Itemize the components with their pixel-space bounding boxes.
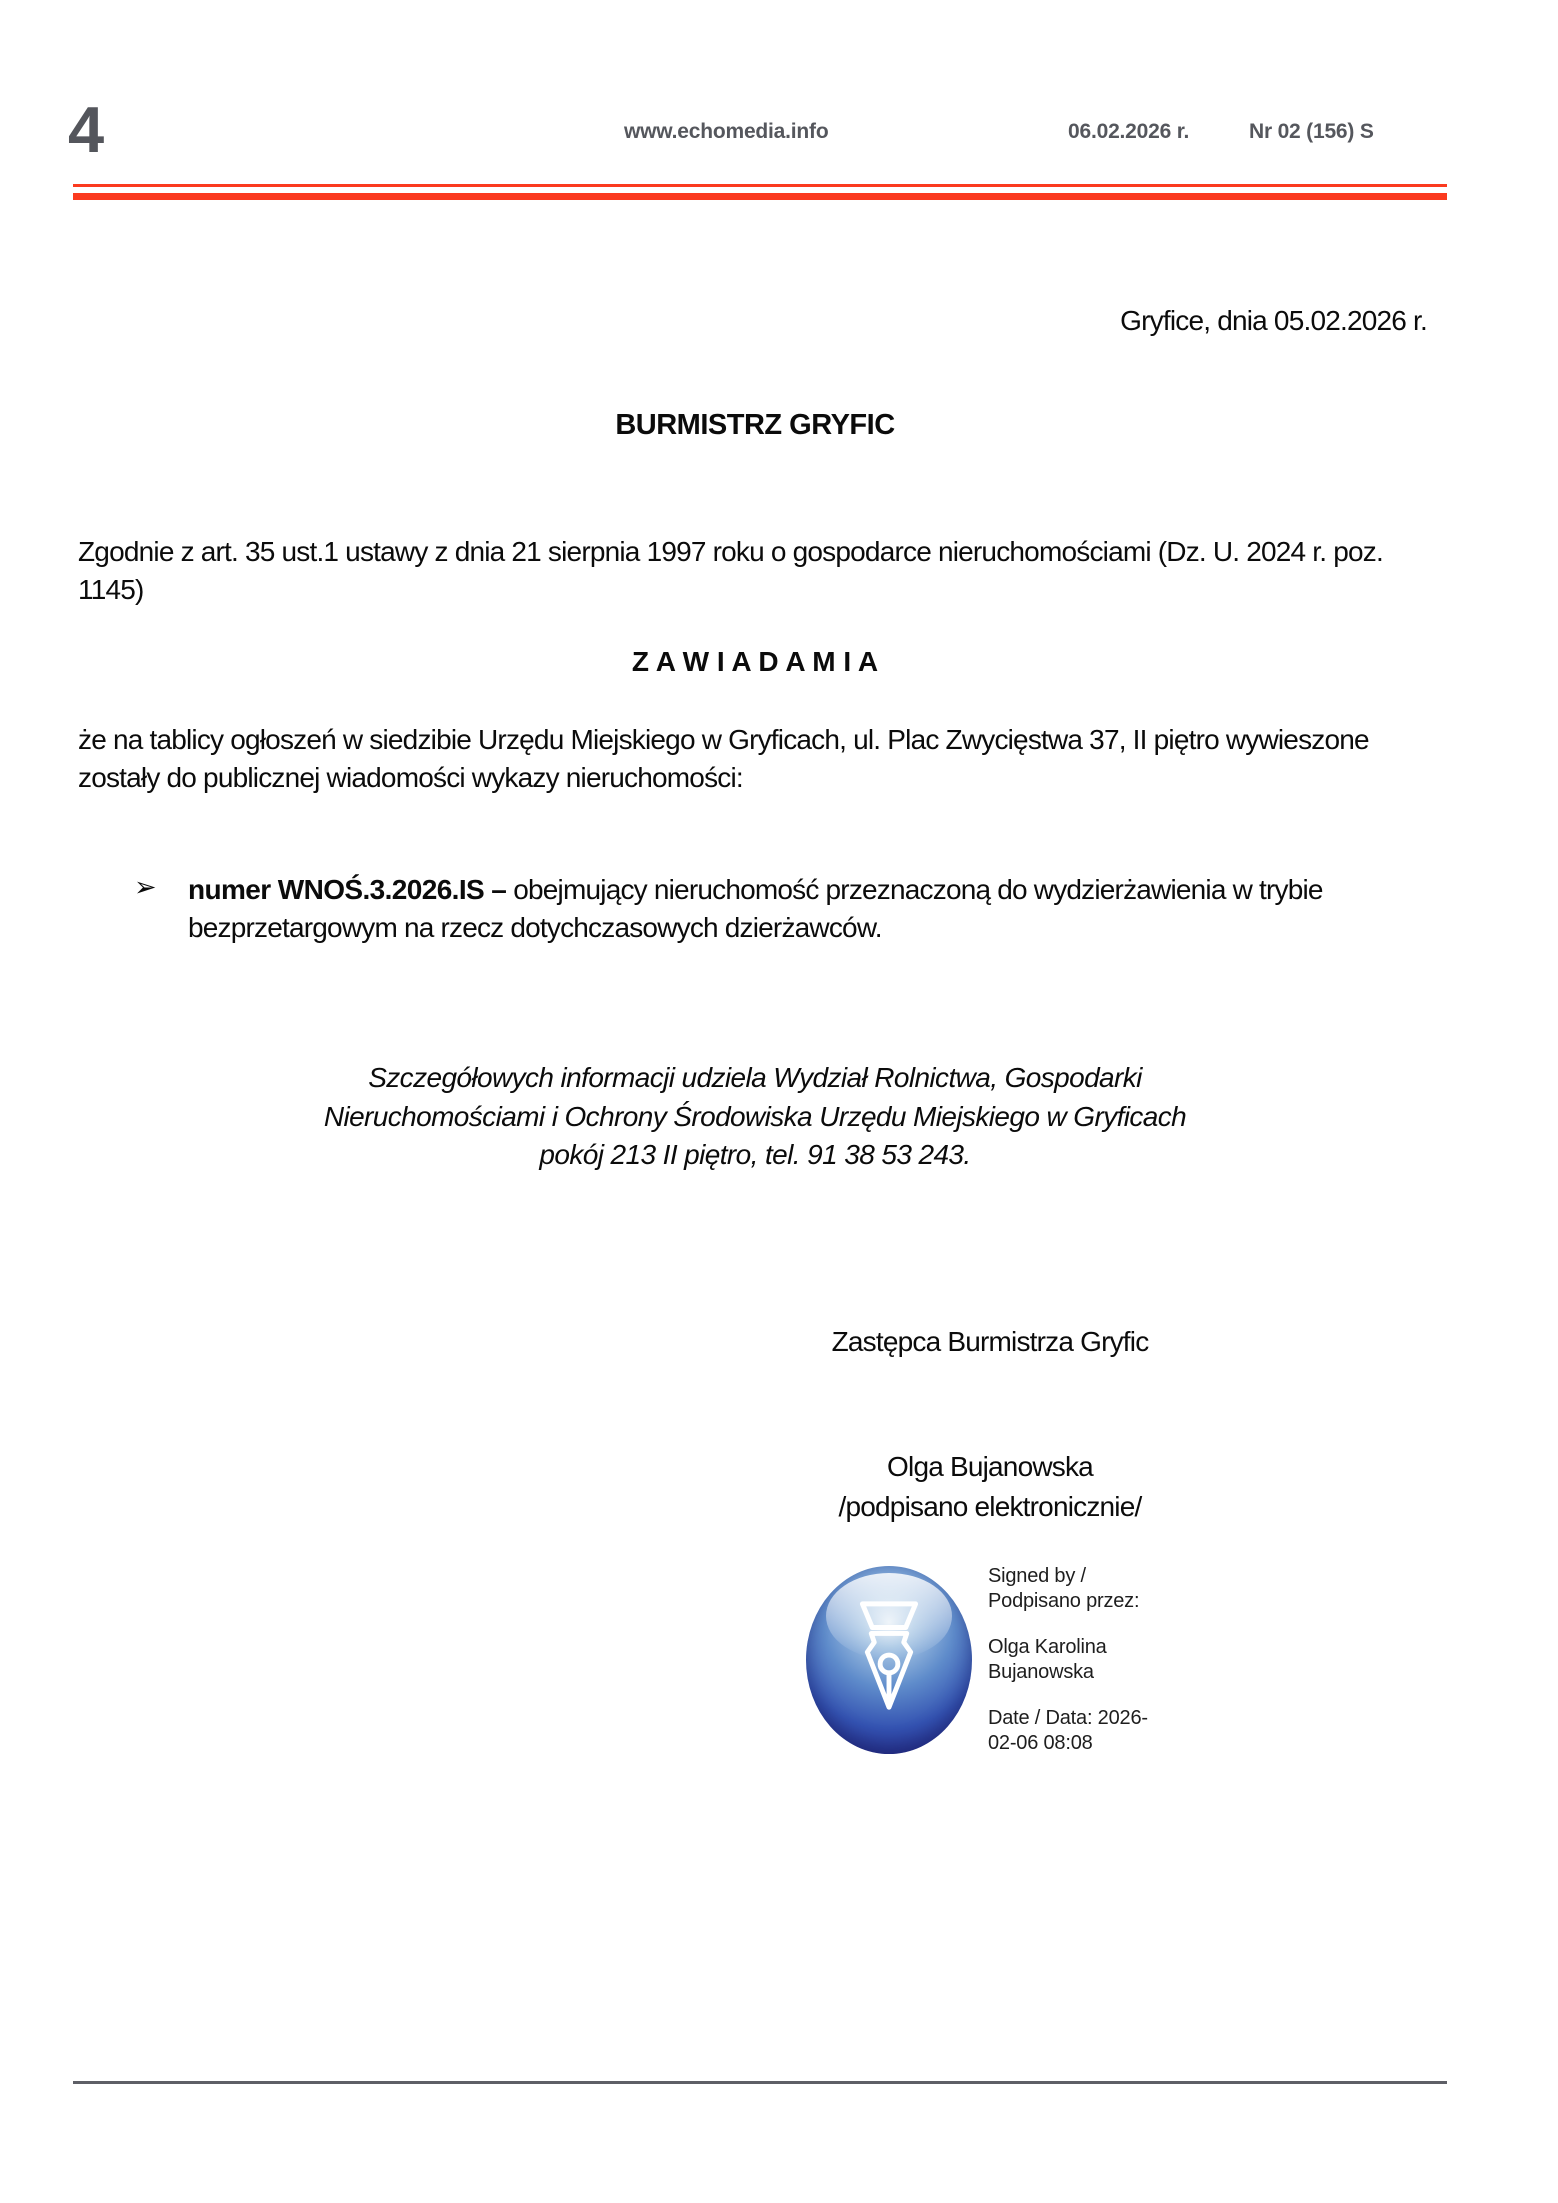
stamp-signed-by-line: Podpisano przez: (988, 1590, 1140, 1612)
stamp-date-line: 02-06 08:08 (988, 1732, 1093, 1754)
header-rule-thin (73, 184, 1447, 187)
signature-block (800, 1326, 1180, 1523)
contact-info-line: Nieruchomościami i Ochrony Środowiska Urzędu Miejskiego w Gryficach (323, 1100, 1187, 1132)
page-number: 4 (68, 93, 103, 166)
contact-info-block (0, 1059, 1510, 1175)
stamp-signer-name-line: Olga Karolina (988, 1636, 1107, 1658)
stamp-signer-name (988, 1635, 1228, 1685)
signed-electronically-note: /podpisano elektronicznie/ (838, 1491, 1142, 1522)
stamp-text (988, 1564, 1228, 1777)
signer-name: Olga Bujanowska (887, 1451, 1093, 1482)
header-issue-number: Nr 02 (156) S (1249, 120, 1374, 143)
stamp-date (988, 1706, 1228, 1756)
document-dateline: Gryfice, dnia 05.02.2026 r. (1120, 305, 1427, 336)
stamp-signed-by-line: Signed by / (988, 1565, 1086, 1587)
bullet-item-description: obejmujący nieruchomość przeznaczoną do wydzierżawienia w trybie bezprzetargowym na rzecz dotychczasowych dzierżawców. (188, 874, 1323, 943)
document-title: BURMISTRZ GRYFIC (615, 409, 895, 441)
stamp-circle (806, 1566, 972, 1754)
stamp-date-line: Date / Data: 2026- (988, 1707, 1148, 1729)
header-date: 06.02.2026 r. (1068, 120, 1190, 143)
bullet-item-number: numer WNOŚ.3.2026.IS – (188, 874, 507, 905)
pen-nib-icon (848, 1596, 930, 1724)
contact-info-line: Szczegółowych informacji udziela Wydział Rolnictwa, Gospodarki (368, 1062, 1142, 1093)
signer-title: Zastępca Burmistrza Gryfic (831, 1326, 1149, 1357)
footer-rule (73, 2081, 1447, 2084)
signature-stamp (806, 1562, 1226, 1762)
stamp-signer-name-line: Bujanowska (988, 1661, 1094, 1683)
bullet-item (188, 871, 1428, 947)
announcement-word: Z A W I A D A M I A (631, 646, 879, 677)
header-website: www.echomedia.info (624, 120, 829, 143)
stamp-signed-by (988, 1564, 1228, 1614)
contact-info-line: pokój 213 II piętro, tel. 91 38 53 243. (539, 1139, 971, 1170)
notice-paragraph: że na tablicy ogłoszeń w siedzibie Urzędu Miejskiego w Gryficach, ul. Plac Zwycięstwa 37, II piętro wywieszone zostały do publicznej wiadomości wykazy nieruchomości: (78, 724, 1369, 793)
intro-paragraph: Zgodnie z art. 35 ust.1 ustawy z dnia 21 sierpnia 1997 roku o gospodarce nieruchomościami (Dz. U. 2024 r. poz. 1145) (78, 536, 1383, 605)
header-rule-thick (73, 193, 1447, 200)
bullet-arrow-icon: ➢ (134, 872, 157, 902)
